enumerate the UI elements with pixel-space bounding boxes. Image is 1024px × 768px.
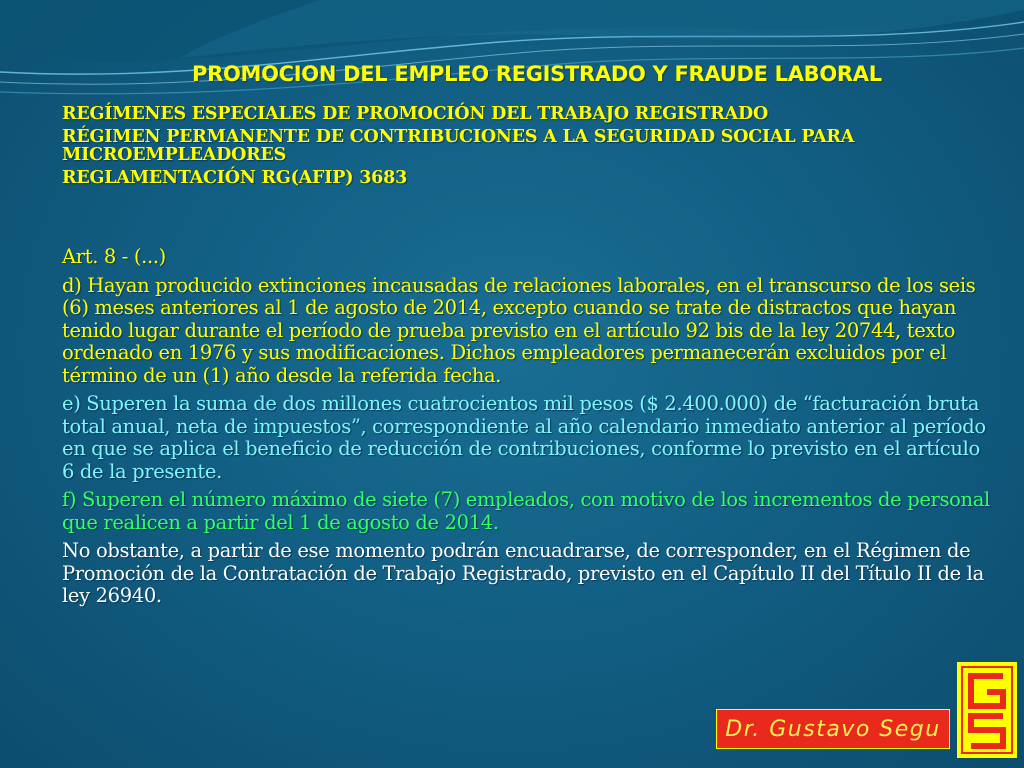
heading-reglamentacion: REGLAMENTACIÓN RG(AFIP) 3683 bbox=[62, 168, 408, 188]
heading-regimenes: REGÍMENES ESPECIALES DE PROMOCIÓN DEL TRABAJO REGISTRADO bbox=[62, 104, 769, 124]
paragraph-f: f) Superen el número máximo de siete (7) empleados, con motivo de los incrementos de personal que realicen a partir del 1 de agosto de 2014. bbox=[62, 488, 990, 534]
heading-regimen-permanente: RÉGIMEN PERMANENTE DE CONTRIBUCIONES A LA SEGURIDAD SOCIAL PARA MICROEMPLEADORES bbox=[62, 127, 855, 165]
section-headings bbox=[62, 104, 997, 192]
article-body bbox=[62, 246, 997, 614]
slide-title: PROMOCION DEL EMPLEO REGISTRADO Y FRAUDE LABORAL bbox=[192, 62, 882, 86]
gs-logo-icon bbox=[959, 664, 1015, 756]
paragraph-d: d) Hayan producido extinciones incausadas de relaciones laborales, en el transcurso de los seis (6) meses anteriores al 1 de agosto de 2014, excepto cuando se trate de distractos que hayan tenido lugar durante el período de prueba previsto en el artículo 92 bis de la ley 20744, texto ordenado en 1976 y sus modificaciones. Dichos empleadores permanecerán excluidos por el término de un (1) año desde la referida fecha. bbox=[62, 273, 976, 387]
author-signature: Dr. Gustavo Segu bbox=[716, 709, 950, 749]
paragraph-e: e) Superen la suma de dos millones cuatrocientos mil pesos ($ 2.400.000) de “facturación bruta total anual, neta de impuestos”, correspondiente al año calendario inmediato anterior al período en que se aplica el beneficio de reducción de contribuciones, conforme lo previsto en el artículo 6 de la presente. bbox=[62, 392, 986, 483]
gs-logo bbox=[957, 662, 1017, 758]
paragraph-final: No obstante, a partir de ese momento podrán encuadrarse, de corresponder, en el Régimen de Promoción de la Contratación de Trabajo Registrado, previsto en el Capítulo II del Título II de la ley 26940. bbox=[62, 539, 984, 607]
article-number: Art. 8 - (...) bbox=[62, 245, 166, 268]
